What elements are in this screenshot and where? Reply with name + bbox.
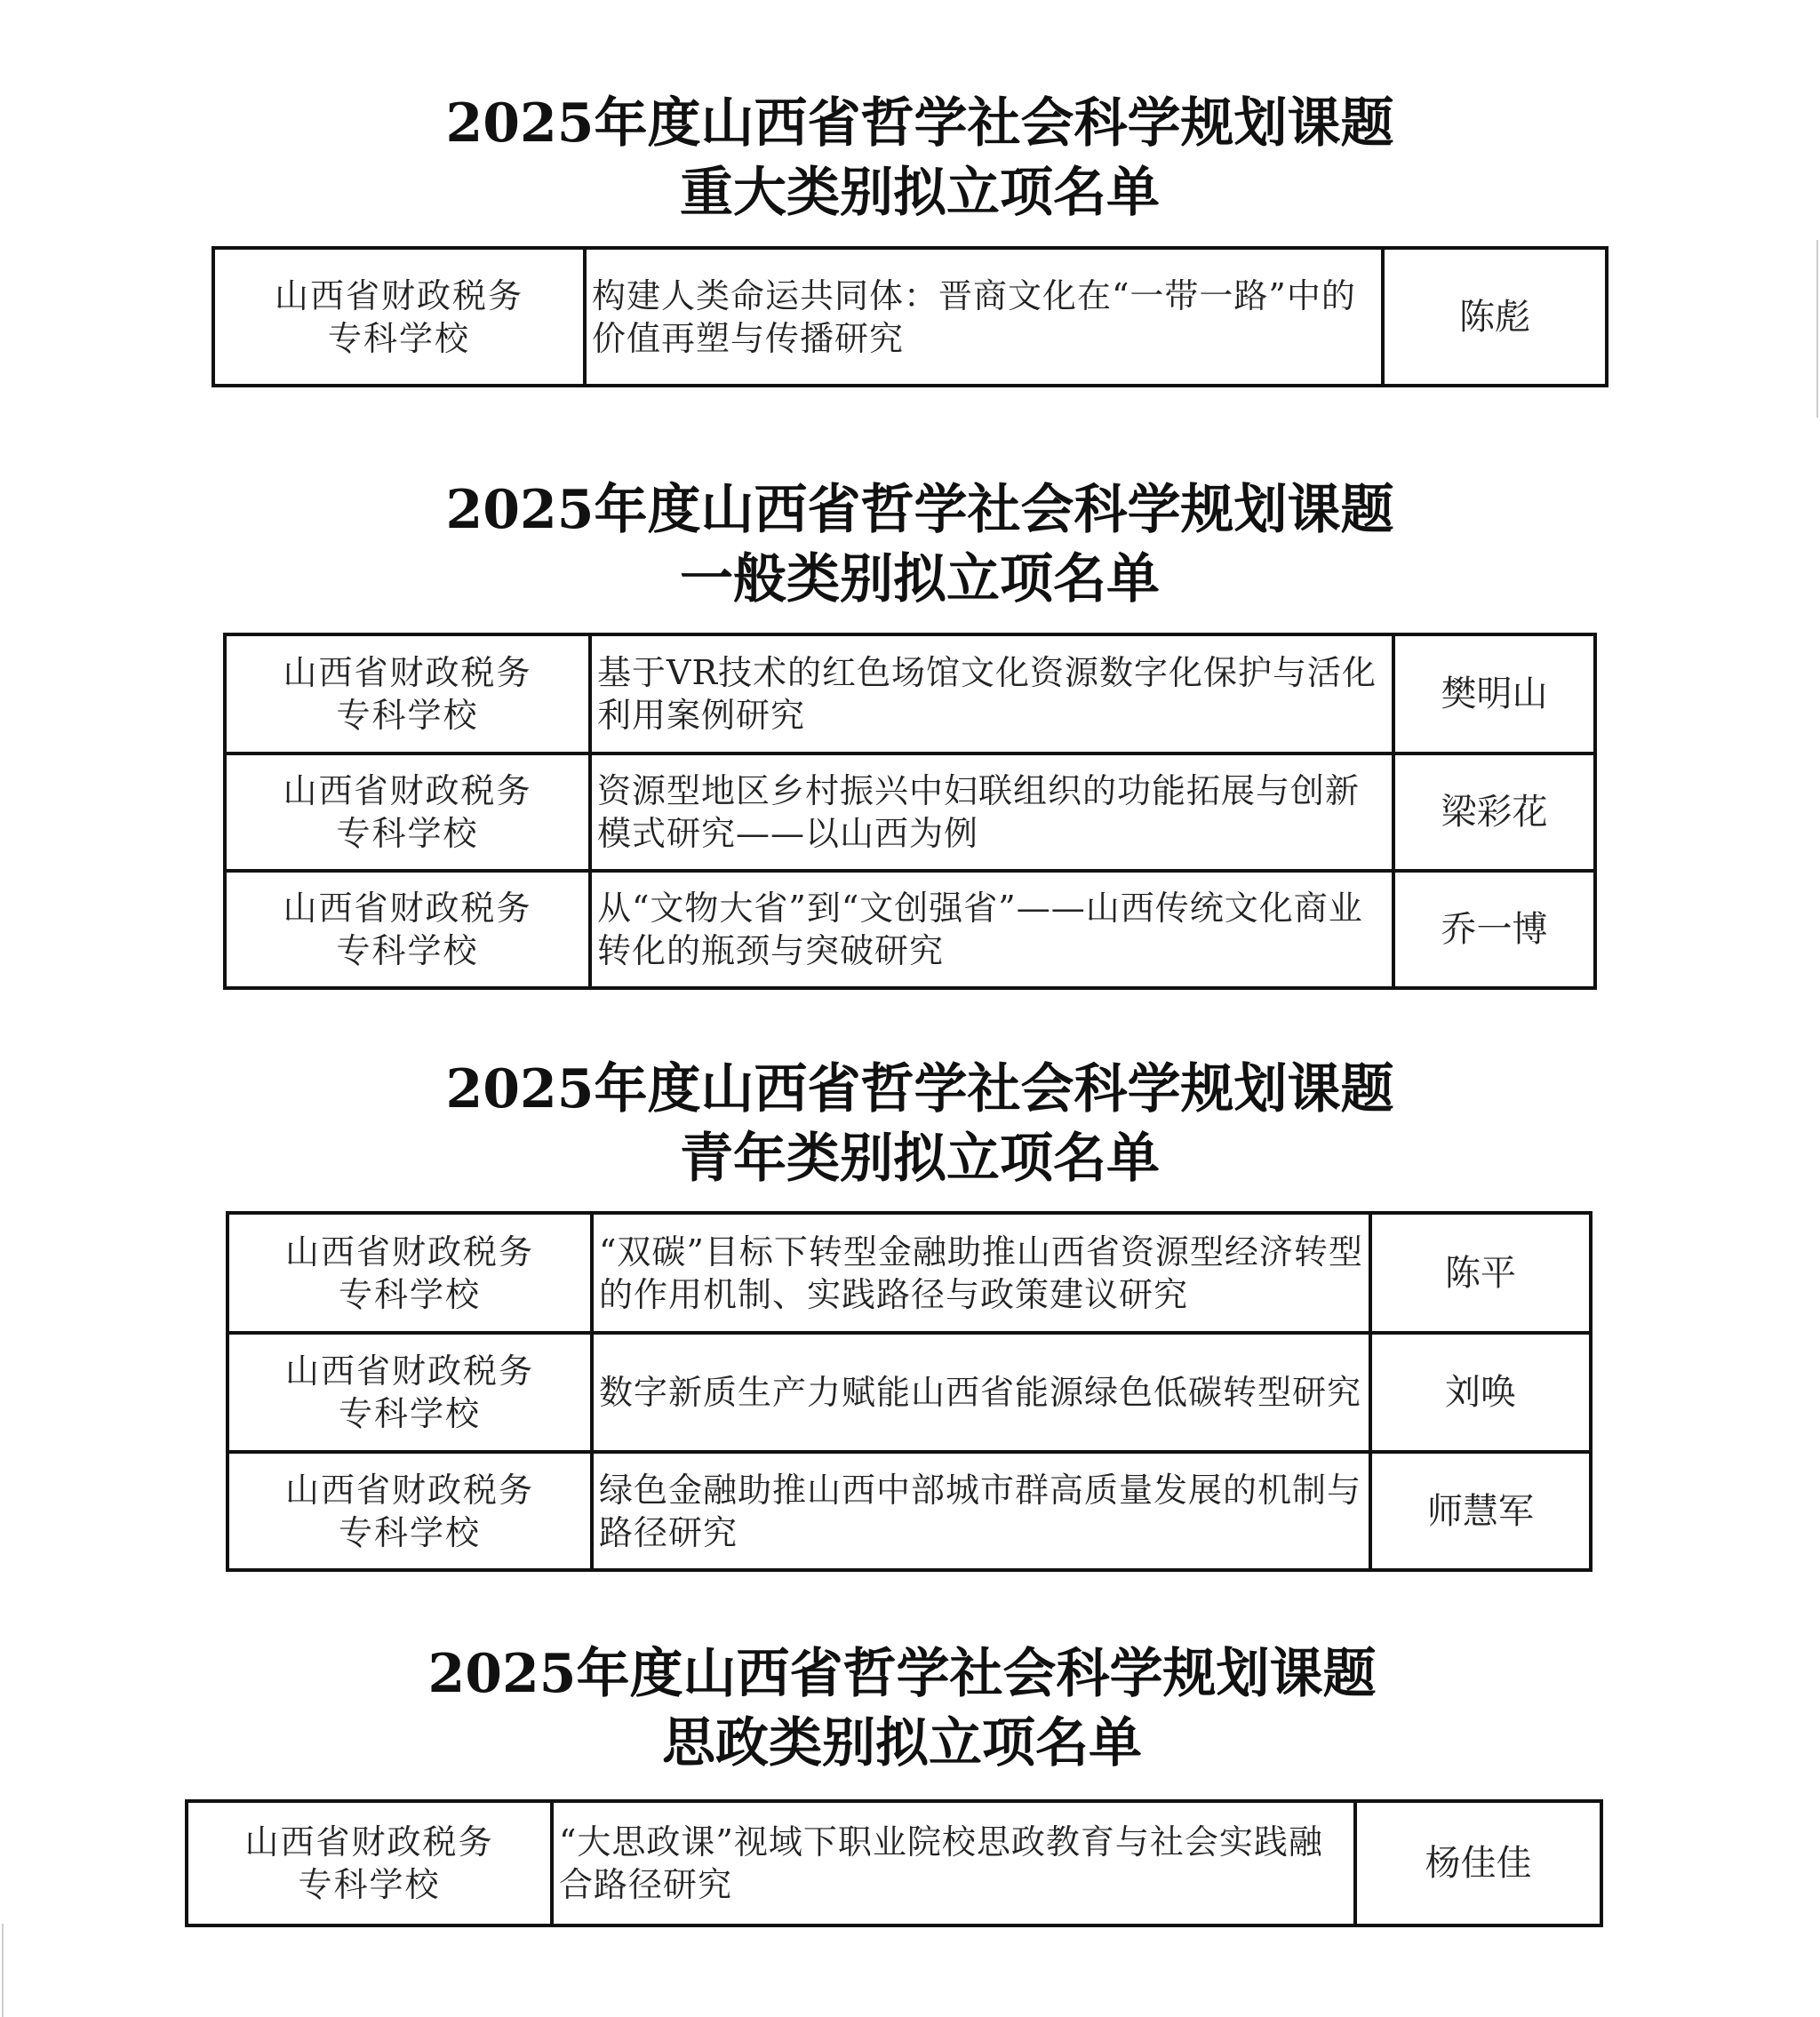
unit-line-2: 专科学校 [336, 696, 479, 735]
unit-line-2: 专科学校 [338, 1394, 481, 1433]
project-table [185, 1799, 1603, 1927]
person-cell: 陈平 [1370, 1213, 1591, 1333]
section-title [409, 475, 1431, 614]
unit-line-1: 山西省财政税务 [274, 275, 523, 315]
topic-cell: 绿色金融助推山西中部城市群高质量发展的机制与路径研究 [592, 1452, 1370, 1570]
unit-line-1: 山西省财政税务 [283, 771, 532, 810]
page-edge-mark [1816, 240, 1818, 418]
unit-cell [228, 1333, 592, 1452]
table-row [228, 1213, 1591, 1333]
unit-line-1: 山西省财政税务 [284, 1232, 534, 1272]
person-cell: 陈彪 [1383, 248, 1607, 386]
unit-line-2: 专科学校 [336, 814, 479, 853]
unit-line-2: 专科学校 [338, 1274, 481, 1314]
table-row [187, 1801, 1601, 1925]
title-line-2: 青年类别拟立项名单 [680, 1128, 1160, 1190]
title-line-2: 一般类别拟立项名单 [680, 548, 1160, 610]
unit-line-1: 山西省财政税务 [283, 653, 532, 692]
unit-line-1: 山西省财政税务 [244, 1822, 494, 1862]
project-table [226, 1211, 1592, 1572]
table-row [225, 753, 1595, 871]
topic-cell: “大思政课”视域下职业院校思政教育与社会实践融合路径研究 [552, 1801, 1355, 1925]
table-row [225, 871, 1595, 988]
topic-cell: 从“文物大省”到“文创强省”——山西传统文化商业转化的瓶颈与突破研究 [590, 871, 1393, 988]
topic-cell: 资源型地区乡村振兴中妇联组织的功能拓展与创新模式研究——以山西为例 [590, 753, 1393, 871]
unit-line-2: 专科学校 [298, 1865, 441, 1904]
unit-line-1: 山西省财政税务 [284, 1351, 534, 1391]
title-line-1: 2025年度山西省哲学社会科学规划课题 [445, 479, 1394, 541]
topic-cell: “双碳”目标下转型金融助推山西省资源型经济转型的作用机制、实践路径与政策建议研究 [592, 1213, 1370, 1333]
person-cell: 梁彩花 [1393, 753, 1595, 871]
unit-cell [225, 634, 590, 753]
section-title [391, 1639, 1413, 1778]
title-line-2: 思政类别拟立项名单 [662, 1712, 1142, 1774]
unit-cell [225, 753, 590, 871]
unit-line-2: 专科学校 [327, 318, 470, 358]
section-title [409, 1055, 1431, 1193]
page-edge-mark [2, 1924, 4, 2017]
unit-line-1: 山西省财政税务 [283, 889, 532, 928]
title-line-2: 重大类别拟立项名单 [680, 162, 1160, 224]
topic-cell: 构建人类命运共同体：晋商文化在“一带一路”中的价值再塑与传播研究 [585, 248, 1383, 386]
unit-cell [228, 1452, 592, 1570]
section-title [409, 89, 1431, 227]
person-cell: 樊明山 [1393, 634, 1595, 753]
unit-cell [228, 1213, 592, 1333]
person-cell: 乔一博 [1393, 871, 1595, 988]
table-row [228, 1333, 1591, 1452]
unit-cell [187, 1801, 552, 1925]
unit-cell [225, 871, 590, 988]
unit-cell [213, 248, 585, 386]
unit-line-1: 山西省财政税务 [284, 1470, 534, 1510]
topic-cell: 数字新质生产力赋能山西省能源绿色低碳转型研究 [592, 1333, 1370, 1452]
title-line-1: 2025年度山西省哲学社会科学规划课题 [445, 1058, 1394, 1120]
table-row [228, 1452, 1591, 1570]
title-line-1: 2025年度山西省哲学社会科学规划课题 [445, 92, 1394, 155]
project-table [223, 633, 1597, 990]
table-row [225, 634, 1595, 753]
title-line-1: 2025年度山西省哲学社会科学规划课题 [427, 1643, 1377, 1705]
unit-line-2: 专科学校 [338, 1512, 481, 1552]
person-cell: 杨佳佳 [1355, 1801, 1601, 1925]
table-row [213, 248, 1607, 386]
topic-cell: 基于VR技术的红色场馆文化资源数字化保护与活化利用案例研究 [590, 634, 1393, 753]
unit-line-2: 专科学校 [336, 931, 479, 970]
person-cell: 师慧军 [1370, 1452, 1591, 1570]
person-cell: 刘唤 [1370, 1333, 1591, 1452]
project-table [212, 246, 1608, 387]
